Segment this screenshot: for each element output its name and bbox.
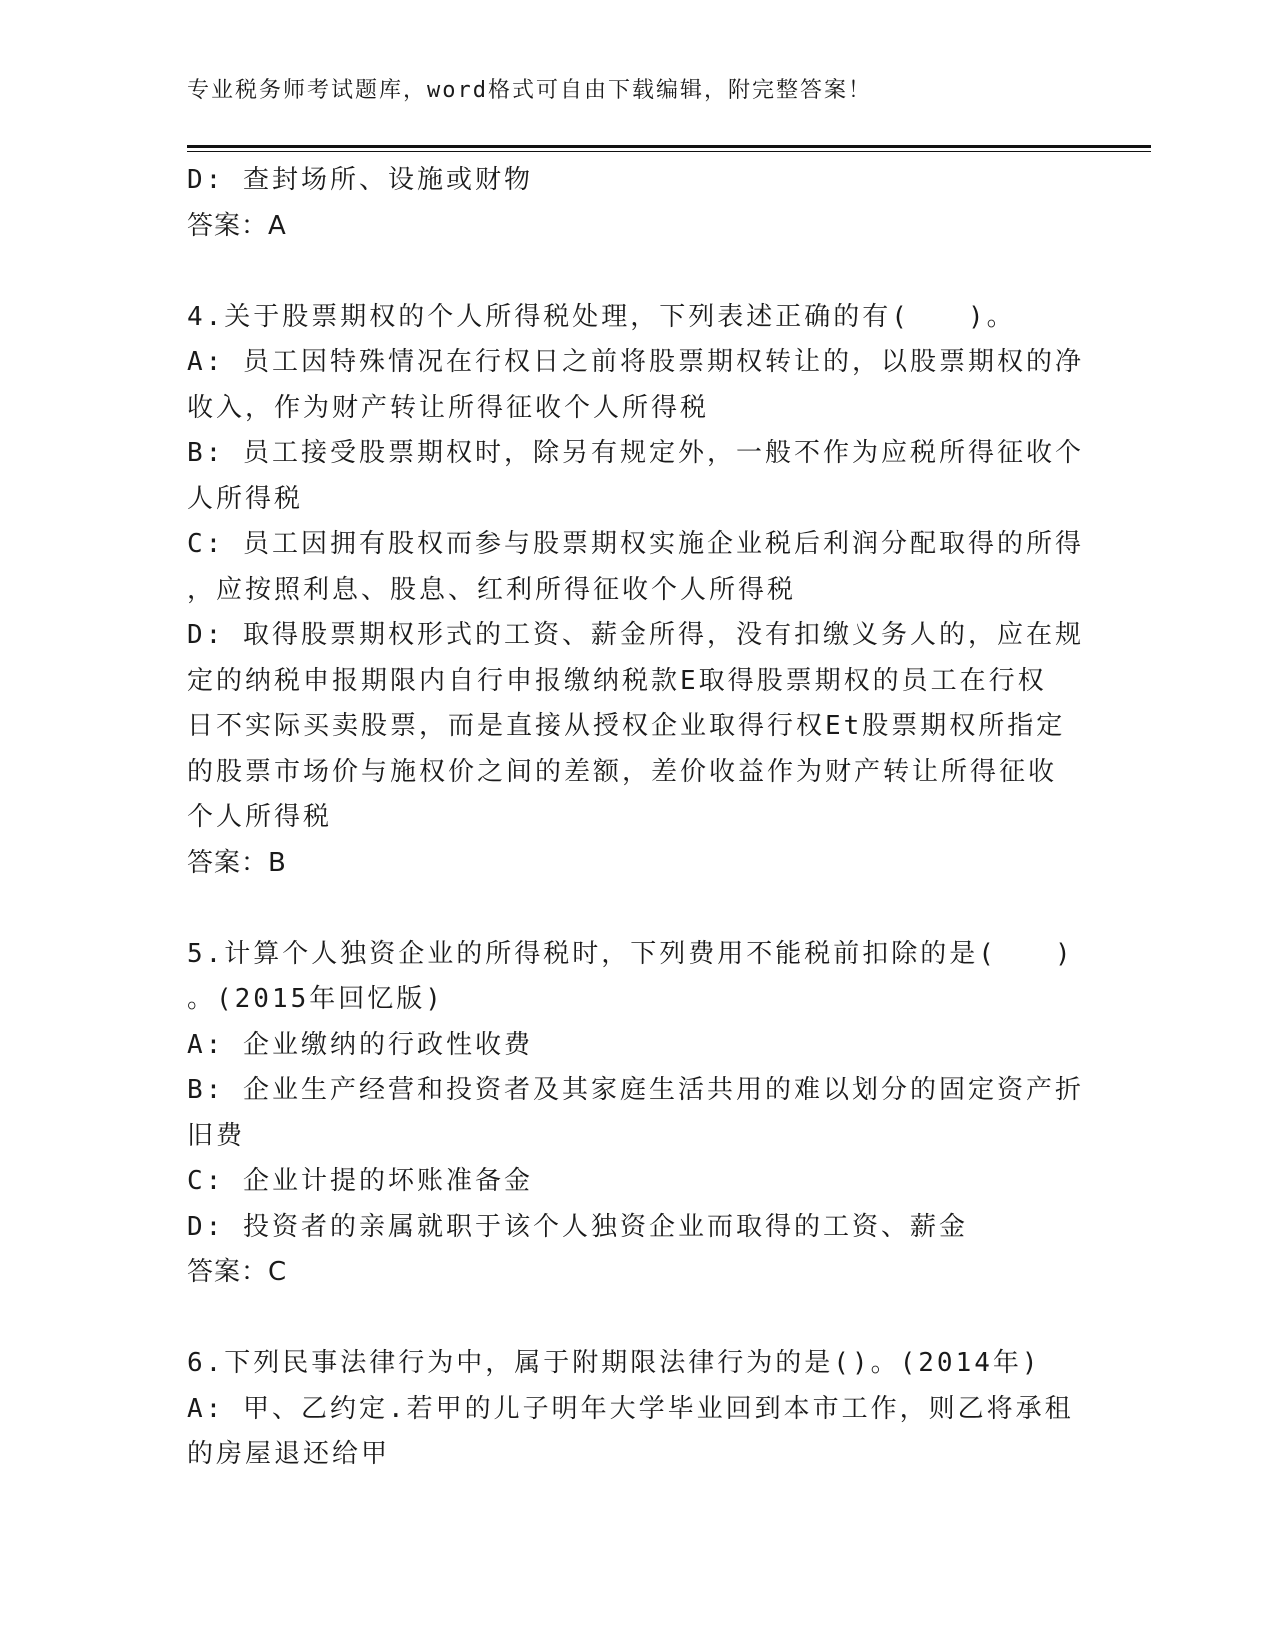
- q5-option-b-line2: 旧费: [187, 1120, 246, 1151]
- q6-option-a-line2: 的房屋退还给甲: [187, 1439, 391, 1469]
- q3-answer: 答案：A: [187, 210, 287, 241]
- page-header: 专业税务师考试题库，word格式可自由下载编辑，附完整答案！: [187, 78, 872, 103]
- q4-option-d-line4: 的股票市场价与施权价之间的差额，差价收益作为财产转让所得征收: [187, 756, 1058, 787]
- spacer: [187, 249, 1087, 295]
- q3-option-d: D: 查封场所、设施或财物: [187, 165, 533, 195]
- q4-option-d-line1: D: 取得股票期权形式的工资、薪金所得，没有扣缴义务人的，应在规: [187, 620, 1084, 650]
- header-rule-thick: [187, 145, 1151, 148]
- q4-option-b-line1: B: 员工接受股票期权时，除另有规定外，一般不作为应税所得征收个: [187, 438, 1084, 468]
- q4-option-c-line1: C: 员工因拥有股权而参与股票期权实施企业税后利润分配取得的所得: [187, 529, 1084, 559]
- q6-option-a-line1: A: 甲、乙约定.若甲的儿子明年大学毕业回到本市工作，则乙将承租: [187, 1393, 1074, 1424]
- q4-option-d-line2: 定的纳税申报期限内自行申报缴纳税款E取得股票期权的员工在行权: [187, 665, 1047, 696]
- q4-option-b-line2: 人所得税: [187, 483, 304, 514]
- q6-question: 6.下列民事法律行为中，属于附期限法律行为的是()。(2014年): [187, 1348, 1041, 1378]
- q4-option-a-line1: A: 员工因特殊情况在行权日之前将股票期权转让的，以股票期权的净: [187, 347, 1084, 377]
- q4-option-a-line2: 收入，作为财产转让所得征收个人所得税: [187, 392, 710, 423]
- spacer: [187, 1296, 1087, 1342]
- q5-question-line2: 。(2015年回忆版): [187, 984, 444, 1014]
- q4-option-d-line5: 个人所得税: [187, 802, 333, 832]
- q4-question: 4.关于股票期权的个人所得税处理，下列表述正确的有( )。: [187, 301, 1016, 332]
- q5-option-a: A: 企业缴纳的行政性收费: [187, 1029, 533, 1060]
- q4-option-d-line3: 日不实际买卖股票，而是直接从授权企业取得行权Et股票期权所指定: [187, 711, 1066, 741]
- q4-answer: 答案：B: [187, 847, 287, 878]
- spacer: [187, 886, 1087, 932]
- q4-option-c-line2: ，应按照利息、股息、红利所得征收个人所得税: [187, 574, 797, 605]
- document-body: [187, 158, 1087, 1478]
- q5-answer: 答案：C: [187, 1257, 288, 1287]
- q5-question-line1: 5.计算个人独资企业的所得税时，下列费用不能税前扣除的是( ): [187, 938, 1074, 969]
- q5-option-d: D: 投资者的亲属就职于该个人独资企业而取得的工资、薪金: [187, 1211, 968, 1242]
- header-rule-thin: [187, 151, 1151, 152]
- q5-option-c: C: 企业计提的坏账准备金: [187, 1166, 533, 1196]
- q5-option-b-line1: B: 企业生产经营和投资者及其家庭生活共用的难以划分的固定资产折: [187, 1075, 1084, 1105]
